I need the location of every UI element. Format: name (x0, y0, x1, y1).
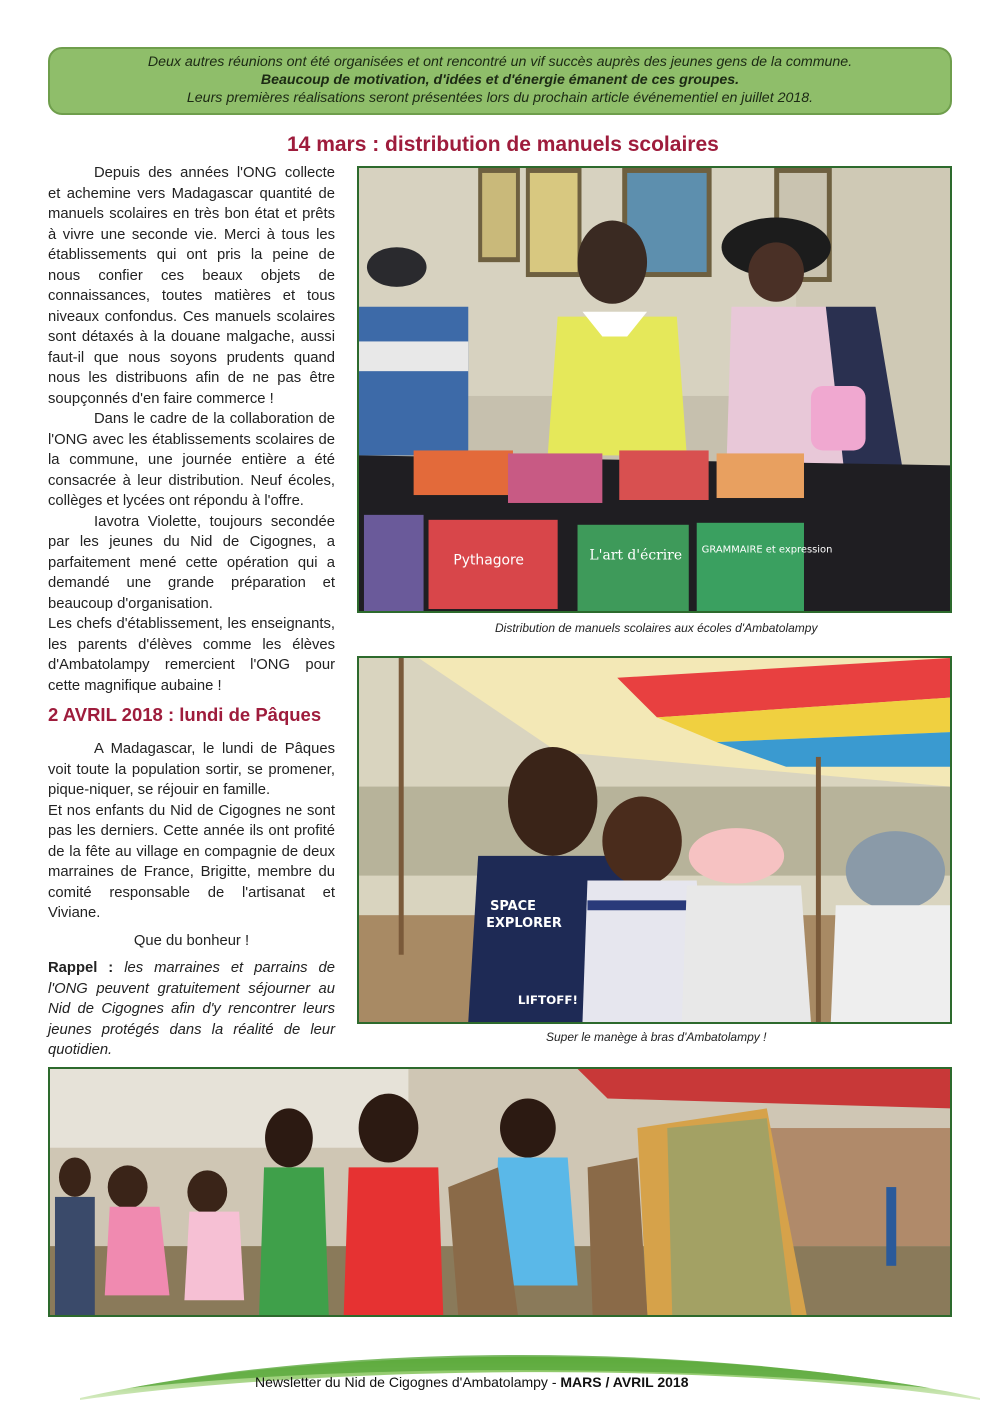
rappel-text: les marraines et parrains de l'ONG peuvent gratuitement séjourner au Nid de Cigognes afin d'y rencontrer leurs jeunes protégés dans la réalité de leur quotidien. (48, 960, 335, 1058)
section-title-avril: 2 AVRIL 2018 : lundi de Pâques (48, 704, 322, 725)
paragraph: Que du bonheur ! (133, 932, 250, 949)
paragraph: Iavotra Violette, toujours secondée par les jeunes du Nid de Cigognes, a parfaitement mené cette opération qui a demandé une grande préparation et beaucoup d'organisation. (48, 513, 335, 612)
paragraph: Depuis des années l'ONG collecte et achemine vers Madagascar quantité de manuels scolaires en très bon état et prêts à vivre une seconde vie. Merci à tous les établissements qui ont pris la peine de nous confier ces beaux objets de connaissances, toutes matières et tous niveaux confondus. Ces manuels scolaires sont détaxés à la douane malgache, aussi faut-il que nous soyons prudents quand nous les distribuons afin de ne pas être soupçonnés d'en faire commerce ! (48, 165, 335, 407)
article-mars-text (48, 163, 335, 696)
footer-title: Newsletter du Nid de Cigognes d'Ambatolampy - (255, 1374, 561, 1390)
shirt-text-liftoff: LIFTOFF! (517, 993, 578, 1008)
banner-line-1: Deux autres réunions ont été organisées et ont rencontré un vif succès auprès des jeunes gens de la commune. (147, 54, 853, 70)
footer-newsletter (255, 1374, 689, 1390)
intro-banner (48, 47, 952, 115)
shirt-text-explorer: EXPLORER (486, 916, 562, 932)
photo-book-distribution (357, 166, 952, 613)
banner-line-3: Leurs premières réalisations seront présentées lors du prochain article événementiel en juillet 2018. (186, 90, 814, 106)
rappel-label: Rappel : (48, 960, 114, 976)
footer-green-wave (0, 1328, 1000, 1415)
book-title-art-ecrire: L'art d'écrire (589, 547, 683, 564)
photo-carousel-wide (48, 1067, 952, 1317)
section-title-mars: 14 mars : distribution de manuels scolaires (287, 133, 719, 156)
paragraph: Et nos enfants du Nid de Cigognes ne sont pas les derniers. Cette année ils ont profité de la fête au village en compagnie de deux marraines de France, Brigitte, membre du comité responsable de l'artisanat et Viviane. (48, 802, 335, 921)
photo-carousel-children (357, 656, 952, 1024)
footer-issue: MARS / AVRIL 2018 (560, 1374, 689, 1390)
book-title-pythagore: Pythagore (453, 552, 524, 569)
book-title-grammaire: GRAMMAIRE et expression (701, 544, 833, 556)
banner-line-2: Beaucoup de motivation, d'idées et d'énergie émanent de ces groupes. (260, 72, 740, 88)
photo-caption-carousel: Super le manège à bras d'Ambatolampy ! (546, 1030, 767, 1044)
paragraph: Dans le cadre de la collaboration de l'ONG avec les établissements scolaires de la commune, une journée entière a été consacrée à leur distribution. Neuf écoles, collèges et lycées ont répondu à l'offre. (48, 411, 335, 509)
rappel-paragraph (48, 958, 335, 1061)
paragraph: Les chefs d'établissement, les enseignants, les parents d'élèves comme les élèves d'Ambatolampy remercient l'ONG pour cette magnifique aubaine ! (48, 616, 335, 694)
article-avril-text (48, 739, 335, 1061)
paragraph: A Madagascar, le lundi de Pâques voit toute la population sortir, se promener, pique-niquer, se réjouir en famille. (48, 741, 335, 798)
photo-caption-books: Distribution de manuels scolaires aux écoles d'Ambatolampy (495, 621, 818, 635)
shirt-text-space: SPACE (490, 899, 536, 915)
